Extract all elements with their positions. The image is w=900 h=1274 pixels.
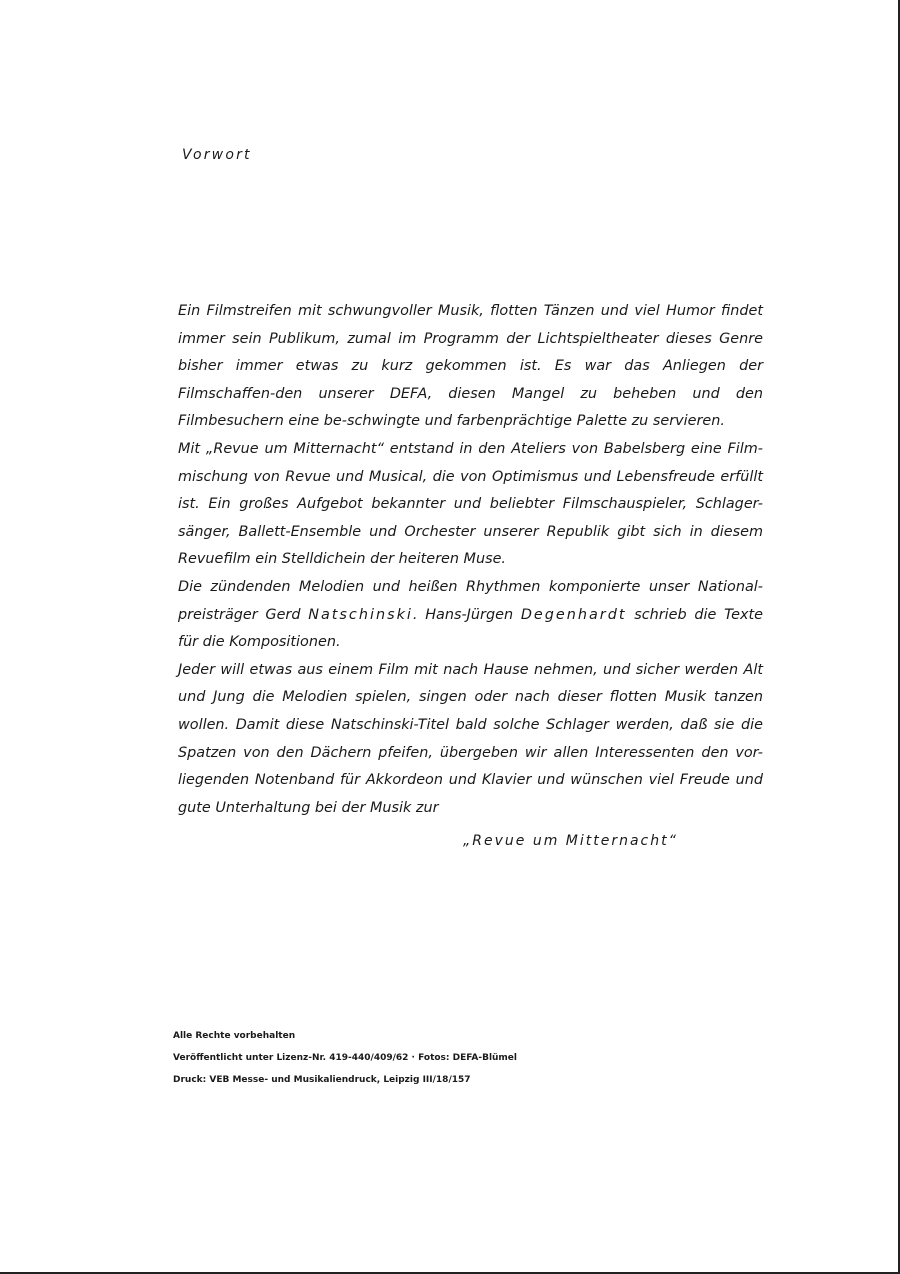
paragraph-text: Jeder will etwas aus einem Film mit nach Hause nehmen, und sicher werden Alt und Jung die Melodien spielen, singen oder nach dieser flotten Musik tanzen wollen. Damit diese Natschinski-Titel bald solche Schlager werden, daß sie die Spatzen von den Dächern pfeifen, übergeben wir allen Interessenten den vor-liegenden Notenband für Akkordeon und Klavier und wünschen viel Freude und gute Unterhaltung bei der Musik zur — [178, 661, 763, 816]
closing-title: „Revue um Mitternacht“ — [463, 833, 678, 849]
paragraph-4 — [178, 657, 763, 823]
paragraph-text: . Hans-Jürgen — [412, 606, 521, 623]
paragraph-text: Mit „Revue um Mitternacht“ entstand in den Ateliers von Babelsberg eine Film-mischung von Revue und Musical, die von Optimismus und Lebensfreude erfüllt ist. Ein großes Aufgebot bekannter und beliebter Filmschauspieler, Schlager-sänger, Ballett-Ensemble und Orchester unserer Republik gibt sich in diesem Revuefilm ein Stelldichein der heiteren Muse. — [178, 440, 763, 568]
print-notice: Druck: VEB Messe- und Musikaliendruck, Leipzig III/18/157 — [173, 1075, 471, 1085]
page-title: Vorwort — [182, 147, 252, 163]
paragraph-text: Die zündenden Melodien und heißen Rhythmen komponierte unser National-preisträger Gerd — [178, 578, 763, 623]
rights-notice: Alle Rechte vorbehalten — [173, 1031, 296, 1041]
composer-name: Natschinski — [308, 606, 413, 623]
foreword-body — [178, 298, 763, 822]
paragraph-3 — [178, 574, 763, 657]
lyricist-name: Degenhardt — [520, 606, 627, 623]
paragraph-text: Ein Filmstreifen mit schwungvoller Musik, flotten Tänzen und viel Humor findet immer sein Publikum, zumal im Programm der Lichtspieltheater dieses Genre bisher immer etwas zu kurz gekommen ist. Es war das Anliegen der Filmschaffen-den unserer DEFA, diesen Mangel zu beheben und den Filmbesuchern eine be-schwingte und farbenprächtige Palette zu servieren. — [178, 303, 763, 430]
paragraph-1 — [178, 298, 763, 436]
imprint — [173, 1025, 517, 1091]
paragraph-2 — [178, 436, 763, 574]
paragraph-text: schrieb die Texte für die Kompositionen. — [178, 606, 763, 651]
license-notice: Veröffentlicht unter Lizenz-Nr. 419-440/409/62 · Fotos: DEFA-Blümel — [173, 1053, 517, 1063]
